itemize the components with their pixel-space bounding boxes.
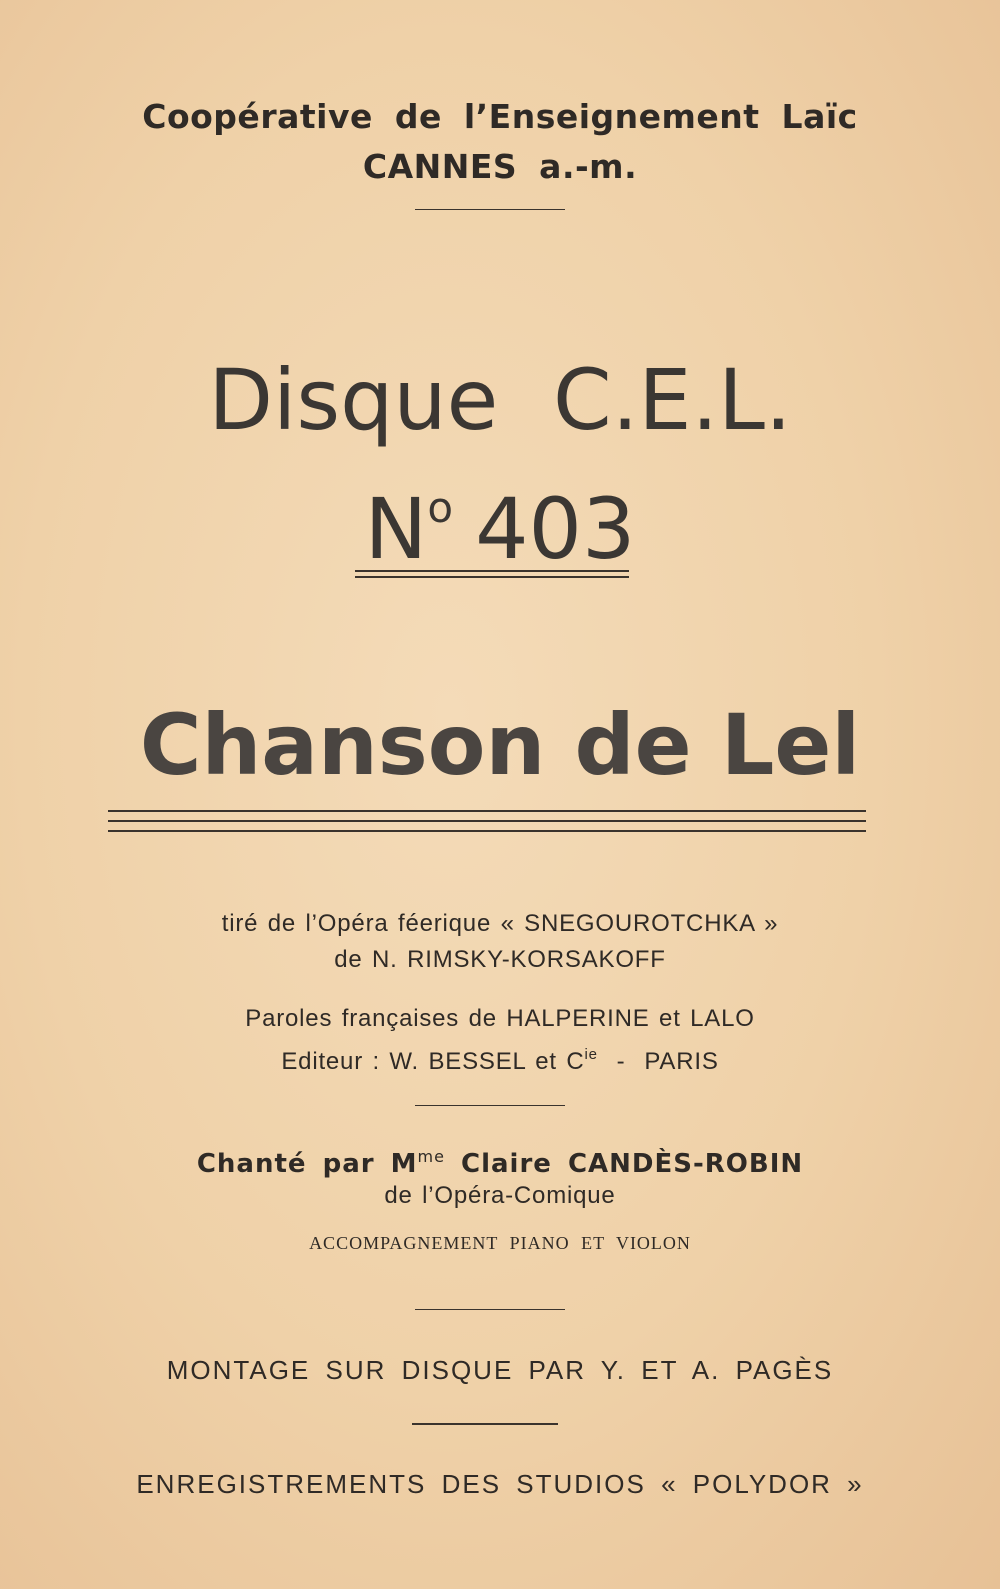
- performer-name: Claire CANDÈS-ROBIN: [444, 1149, 804, 1179]
- divider-title-rule-1: [108, 810, 866, 812]
- editor-sup: ie: [584, 1046, 598, 1063]
- recordings-credit: ENREGISTREMENTS DES STUDIOS « POLYDOR »: [136, 1469, 864, 1499]
- divider-lower: [415, 1309, 565, 1310]
- lyrics-authors-line: Paroles françaises de HALPERINE et LALO: [245, 1005, 755, 1032]
- divider-number-underline: [355, 570, 629, 578]
- record-number-line: [0, 458, 1000, 579]
- record-number-prefix-sup: o: [427, 483, 454, 532]
- source-opera-line: tiré de l’Opéra féerique « SNEGOUROTCHKA »: [221, 910, 779, 937]
- publisher-name: Coopérative de l’Enseignement Laïc: [142, 97, 858, 136]
- performer-prefix: Chanté par M: [196, 1149, 418, 1179]
- divider-title-rule-3: [108, 830, 866, 832]
- source-composer-line: de N. RIMSKY-KORSAKOFF: [334, 946, 666, 973]
- divider-bottom: [412, 1423, 558, 1425]
- divider-top: [415, 209, 565, 210]
- montage-credit: MONTAGE SUR DISQUE PAR Y. ET A. PAGÈS: [166, 1355, 834, 1385]
- publisher-block: [0, 92, 1000, 192]
- record-number: 403: [475, 480, 636, 578]
- performer-title-sup: me: [417, 1147, 445, 1166]
- editor-line: [0, 1037, 1000, 1080]
- accompaniment-line: ACCOMPAGNEMENT PIANO ET VIOLON: [309, 1233, 691, 1253]
- source-block: [0, 906, 1000, 978]
- divider-title-rule-2: [108, 820, 866, 822]
- performer-line: [0, 1137, 1000, 1184]
- divider-middle: [415, 1105, 565, 1106]
- song-title: Chanson de Lel: [139, 696, 861, 794]
- publisher-city: CANNES a.-m.: [362, 147, 638, 186]
- editor-suffix: - PARIS: [597, 1048, 719, 1075]
- lyrics-block: [0, 1001, 1000, 1080]
- record-number-prefix: N: [364, 480, 428, 578]
- performer-affiliation: de l’Opéra-Comique: [384, 1182, 616, 1209]
- editor-prefix: Editeur : W. BESSEL et C: [281, 1048, 585, 1075]
- record-title: Disque C.E.L.: [208, 351, 792, 449]
